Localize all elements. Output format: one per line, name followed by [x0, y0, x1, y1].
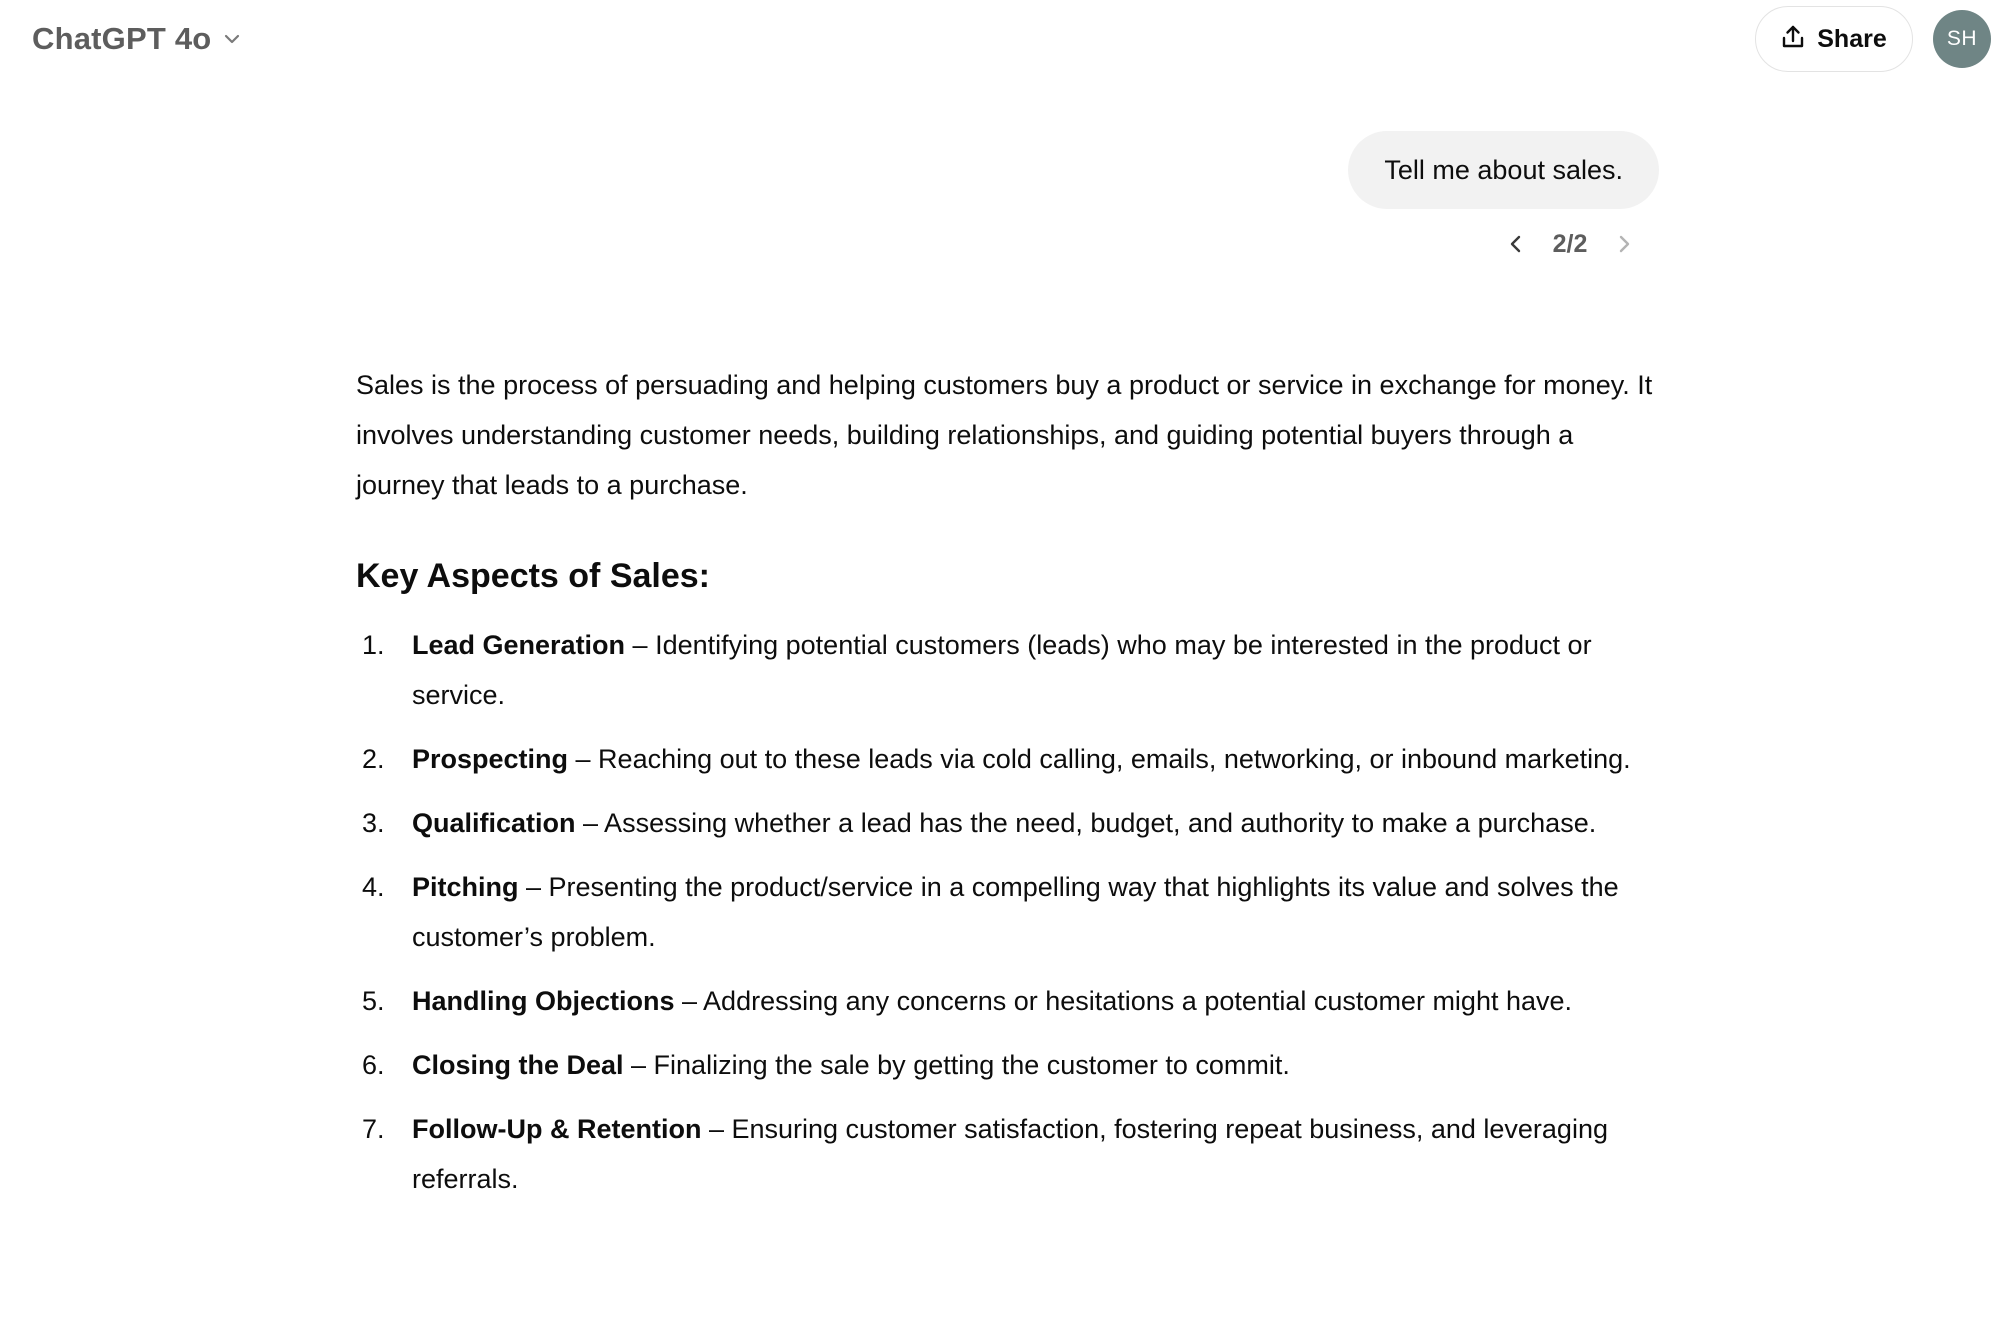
- user-message-bubble: Tell me about sales.: [1348, 131, 1659, 209]
- list-number: 7.: [362, 1114, 385, 1144]
- aspect-term: Closing the Deal: [412, 1050, 624, 1080]
- list-number: 6.: [362, 1050, 385, 1080]
- share-label: Share: [1817, 24, 1887, 53]
- list-number: 3.: [362, 808, 385, 838]
- aspect-description: – Ensuring customer satisfaction, fostering repeat business, and leveraging referrals.: [412, 1114, 1608, 1194]
- chevron-right-icon[interactable]: [1608, 224, 1640, 264]
- share-button[interactable]: [1755, 6, 1913, 72]
- list-item: [356, 620, 1666, 720]
- list-item: [356, 1040, 1666, 1090]
- share-icon: [1781, 24, 1805, 55]
- list-number: 1.: [362, 630, 385, 660]
- response-intro: Sales is the process of persuading and helping customers buy a product or service in exchange for money. It involves understanding customer needs, building relationships, and guiding potential buyers through a journey that leads to a purchase.: [356, 370, 1653, 500]
- key-aspects-list: [356, 620, 1666, 1204]
- list-item: [356, 798, 1666, 848]
- avatar[interactable]: SH: [1933, 10, 1991, 68]
- model-switcher[interactable]: [20, 14, 255, 64]
- aspect-term: Follow-Up & Retention: [412, 1114, 702, 1144]
- section-heading: Key Aspects of Sales:: [356, 557, 710, 595]
- list-item: [356, 734, 1666, 784]
- aspect-term: Handling Objections: [412, 986, 675, 1016]
- aspect-description: – Presenting the product/service in a compelling way that highlights its value and solves the customer’s problem.: [412, 872, 1619, 952]
- assistant-response: [356, 360, 1666, 1218]
- chevron-down-icon: [221, 28, 243, 50]
- list-number: 5.: [362, 986, 385, 1016]
- aspect-description: – Finalizing the sale by getting the customer to commit.: [623, 1050, 1290, 1080]
- list-number: 2.: [362, 744, 385, 774]
- aspect-description: – Reaching out to these leads via cold calling, emails, networking, or inbound marketing.: [568, 744, 1631, 774]
- pager-count: 2/2: [1552, 229, 1588, 258]
- aspect-description: – Assessing whether a lead has the need, budget, and authority to make a purchase.: [575, 808, 1597, 838]
- aspect-term: Pitching: [412, 872, 519, 902]
- aspect-description: – Identifying potential customers (leads) who may be interested in the product or service.: [412, 630, 1592, 710]
- aspect-term: Lead Generation: [412, 630, 626, 660]
- list-number: 4.: [362, 872, 385, 902]
- aspect-term: Qualification: [412, 808, 576, 838]
- list-item: [356, 1104, 1666, 1204]
- model-name: ChatGPT 4o: [32, 21, 212, 56]
- top-bar: [0, 0, 1999, 78]
- aspect-description: – Addressing any concerns or hesitations a potential customer might have.: [674, 986, 1573, 1016]
- list-item: [356, 976, 1666, 1026]
- aspect-term: Prospecting: [412, 744, 569, 774]
- chevron-left-icon[interactable]: [1500, 224, 1532, 264]
- list-item: [356, 862, 1666, 962]
- message-version-pager: [1500, 222, 1640, 266]
